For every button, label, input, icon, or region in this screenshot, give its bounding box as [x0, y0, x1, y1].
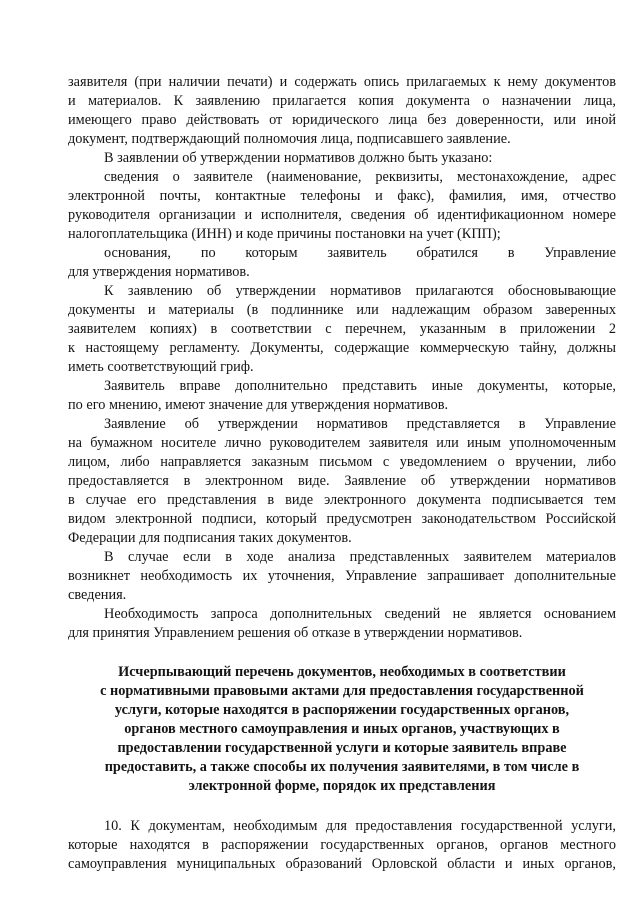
- section-heading-line-6: предоставить, а также способы их получения заявителями, в том числе в: [104, 759, 580, 775]
- p1-line-1: заявителя (при наличии печати) и содержать опись прилагаемых к нему документов: [68, 74, 616, 90]
- p10-line-3: самоуправления муниципальных образований Орловской области и иных органов,: [68, 856, 616, 872]
- section-heading-line-7: электронной форме, порядок их представления: [188, 778, 496, 794]
- p8-line-2: возникнет необходимость их уточнения, Управление запрашивает дополнительные: [68, 568, 616, 584]
- section-heading-line-2: с нормативными правовыми актами для предоставления государственной: [100, 683, 584, 699]
- p7-line-2: на бумажном носителе лично руководителем заявителя или иным уполномоченным: [68, 435, 616, 451]
- section-heading-line-4: органов местного самоуправления и иных органов, участвующих в: [124, 721, 560, 737]
- p3-line-3: руководителя организации и исполнителя, сведения об идентификационном номере: [68, 207, 616, 223]
- p7-line-3: лицом, либо направляется заказным письмом с уведомлением о вручении, либо: [68, 454, 616, 470]
- p7-line-1: Заявление об утверждении нормативов представляется в Управление: [104, 416, 616, 432]
- section-heading-line-5: предоставлении государственной услуги и которые заявитель вправе: [117, 740, 567, 756]
- p1-line-2: и материалов. К заявлению прилагается копия документа о назначении лица,: [68, 93, 616, 109]
- section-heading-line-1: Исчерпывающий перечень документов, необходимых в соответствии: [118, 664, 566, 680]
- p1-line-4: документ, подтверждающий полномочия лица, подписавшего заявление.: [68, 131, 511, 147]
- p2-line-1: В заявлении об утверждении нормативов должно быть указано:: [104, 150, 493, 166]
- p3-line-2: электронной почты, контактные телефоны и факс), фамилия, имя, отчество: [68, 188, 616, 204]
- p10-line-2: которые находятся в распоряжении государственных органов, органов местного: [68, 837, 616, 853]
- p5-line-2: документы и материалы (в подлиннике или надлежащим образом заверенных: [68, 302, 616, 318]
- p9-line-1: Необходимость запроса дополнительных сведений не является основанием: [104, 606, 616, 622]
- p7-line-5: в случае его представления в виде электронного документа подписывается тем: [68, 492, 616, 508]
- p7-line-7: Федерации для подписания таких документов.: [68, 530, 352, 546]
- p5-line-5: иметь соответствующий гриф.: [68, 359, 254, 375]
- p1-line-3: имеющего право действовать от юридического лица без доверенности, или иной: [68, 112, 616, 128]
- p4-line-1: основания, по которым заявитель обратился в Управление: [104, 245, 616, 261]
- p10-line-1: 10. К документам, необходимым для предоставления государственной услуги,: [104, 818, 616, 834]
- p5-line-1: К заявлению об утверждении нормативов прилагаются обосновывающие: [104, 283, 616, 299]
- p6-line-2: по его мнению, имеют значение для утверждения нормативов.: [68, 397, 449, 413]
- p7-line-4: предоставляется в электронном виде. Заявление об утверждении нормативов: [68, 473, 616, 489]
- p8-line-1: В случае если в ходе анализа представленных заявителем материалов: [104, 549, 616, 565]
- p8-line-3: сведения.: [68, 587, 127, 603]
- p5-line-3: заявителем копиях) в соответствии с перечнем, указанным в приложении 2: [68, 321, 616, 337]
- p3-line-1: сведения о заявителе (наименование, реквизиты, местонахождение, адрес: [104, 169, 616, 185]
- p6-line-1: Заявитель вправе дополнительно представить иные документы, которые,: [104, 378, 616, 394]
- section-heading-line-3: услуги, которые находятся в распоряжении государственных органов,: [114, 702, 570, 718]
- p9-line-2: для принятия Управлением решения об отказе в утверждении нормативов.: [68, 625, 523, 641]
- p7-line-6: видом электронной подписи, который предусмотрен законодательством Российской: [68, 511, 616, 527]
- p4-line-2: для утверждения нормативов.: [68, 264, 250, 280]
- p5-line-4: к настоящему регламенту. Документы, содержащие коммерческую тайну, должны: [68, 340, 616, 356]
- p3-line-4: налогоплательщика (ИНН) и коде причины постановки на учет (КПП);: [68, 226, 501, 242]
